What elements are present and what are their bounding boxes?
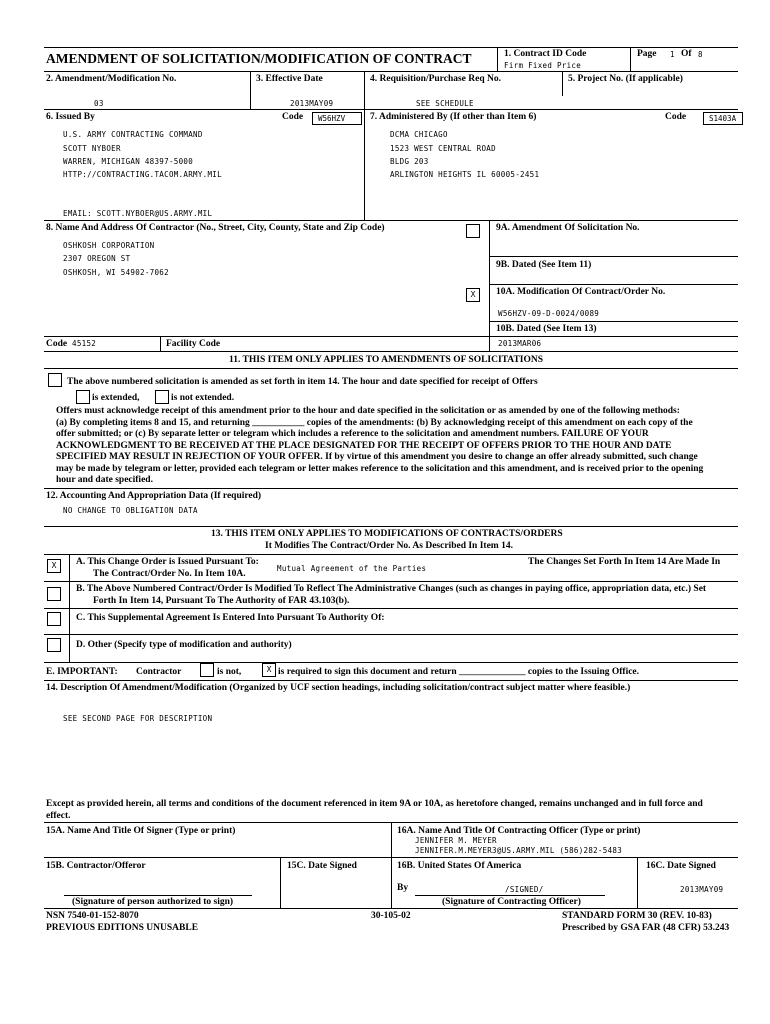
contractor-line-2: 2307 OREGON ST bbox=[63, 254, 131, 263]
contract-id-label: 1. Contract ID Code bbox=[504, 49, 587, 59]
administered-by-line-4: ARLINGTON HEIGHTS IL 60005-2451 bbox=[390, 170, 540, 179]
signature-officer-label: (Signature of Contracting Officer) bbox=[442, 897, 581, 907]
page-total: 8 bbox=[698, 50, 703, 59]
facility-code-label: Facility Code bbox=[166, 339, 221, 349]
amendment-no-label: 2. Amendment/Modification No. bbox=[46, 74, 177, 84]
item-10a-label: 10A. Modification Of Contract/Order No. bbox=[496, 287, 666, 297]
date-16c-value: 2013MAY09 bbox=[680, 885, 724, 894]
item-13a-label: A. This Change Order is Issued Pursuant To: bbox=[76, 557, 259, 567]
item-14-value: SEE SECOND PAGE FOR DESCRIPTION bbox=[63, 714, 213, 723]
item-13c-label: C. This Supplemental Agreement Is Entered Into Pursuant To Authority Of: bbox=[76, 613, 385, 623]
item-13-heading-2: It Modifies The Contract/Order No. As Described In Item 14. bbox=[265, 541, 513, 551]
is-extended-checkbox[interactable] bbox=[76, 390, 90, 404]
contractor-code-label: Code bbox=[46, 339, 68, 349]
item-11-paragraph: Offers must acknowledge receipt of this amendment prior to the hour and date specified in the solicitation or as amended by one of the following methods: (a) By completing items 8 and 15, and returning ___________ copies of the amendments: (b) By acknowledging receipt of this amendment on each copy of the offer submitted; or (c) By separate letter or telegram which includes a reference to the solicitation and amendment numbers. FAILURE OF YOUR ACKNOWLEDGMENT TO BE RECEIVED AT THE PLACE DESIGNATED FOR THE RECEIPT OF OFFERS PRIOR TO THE HOUR AND DATE SPECIFIED MAY RESULT IN REJECTION OF YOUR OFFER. If by virtue of this amendment you desire to change an offer already submitted, such change may be made by telegram or letter, provided each telegram or letter makes reference to the solicitation and this amendment, and is received prior to the opening hour and date specified. bbox=[56, 406, 704, 485]
footer-prescribed: Prescribed by GSA FAR (48 CFR) 53.243 bbox=[562, 923, 730, 933]
issued-by-code: W56HZV bbox=[312, 112, 362, 125]
except-line-1: Except as provided herein, all terms and conditions of the document referenced in item 9A or 10A, as heretofore changed, remains unchanged and in full force and bbox=[46, 799, 703, 809]
item-13-heading-1: 13. THIS ITEM ONLY APPLIES TO MODIFICATIONS OF CONTRACTS/ORDERS bbox=[211, 529, 563, 539]
item-13b-line1: B. The Above Numbered Contract/Order Is Modified To Reflect The Administrative Changes (such as changes in paying office, appropriation data, etc.) Set bbox=[76, 584, 707, 594]
page-label: Page bbox=[637, 49, 657, 59]
issued-by-line-4: HTTP://CONTRACTING.TACOM.ARMY.MIL bbox=[63, 170, 222, 179]
item-13c-checkbox[interactable] bbox=[47, 612, 61, 626]
item-13b-checkbox[interactable] bbox=[47, 587, 61, 601]
contractor-15b-label: 15B. Contractor/Offeror bbox=[46, 861, 146, 871]
effective-date-value: 2013MAY09 bbox=[290, 99, 334, 108]
contractor-label: 8. Name And Address Of Contractor (No., Street, City, County, State and Zip Code) bbox=[46, 223, 385, 233]
contract-id-value: Firm Fixed Price bbox=[504, 61, 582, 70]
administered-by-code: S1403A bbox=[703, 112, 743, 125]
important-label: E. IMPORTANT: bbox=[46, 667, 118, 677]
signer-15a-label: 15A. Name And Title Of Signer (Type or print) bbox=[46, 826, 236, 836]
is-required-checkbox[interactable]: X bbox=[262, 663, 276, 677]
officer-16a-name: JENNIFER M. MEYER bbox=[415, 836, 497, 845]
item-12-label: 12. Accounting And Appropriation Data (If required) bbox=[46, 491, 262, 501]
item-11-heading: 11. THIS ITEM ONLY APPLIES TO AMENDMENTS OF SOLICITATIONS bbox=[229, 355, 544, 365]
by-label: By bbox=[397, 883, 409, 893]
administered-by-label: 7. Administered By (If other than Item 6) bbox=[370, 112, 537, 122]
issued-by-line-1: U.S. ARMY CONTRACTING COMMAND bbox=[63, 130, 203, 139]
important-contractor: Contractor bbox=[136, 667, 182, 677]
item-13a-right: The Changes Set Forth In Item 14 Are Made In bbox=[528, 557, 721, 567]
project-no-label: 5. Project No. (If applicable) bbox=[568, 74, 683, 84]
item-10b-label: 10B. Dated (See Item 13) bbox=[496, 324, 597, 334]
item-10a-checkbox[interactable]: X bbox=[466, 288, 480, 302]
item-9a-label: 9A. Amendment Of Solicitation No. bbox=[496, 223, 640, 233]
administered-by-code-label: Code bbox=[665, 112, 687, 122]
item-13d-checkbox[interactable] bbox=[47, 638, 61, 652]
footer-standard-form: STANDARD FORM 30 (REV. 10-83) bbox=[562, 911, 712, 921]
issued-by-label: 6. Issued By bbox=[46, 112, 95, 122]
footer-prev-editions: PREVIOUS EDITIONS UNUSABLE bbox=[46, 923, 199, 933]
item-13a-checkbox[interactable]: X bbox=[47, 559, 61, 573]
item-13d-label: D. Other (Specify type of modification and authority) bbox=[76, 640, 292, 650]
officer-16a-label: 16A. Name And Title Of Contracting Officer (Type or print) bbox=[397, 826, 641, 836]
item-11-line1: The above numbered solicitation is amended as set forth in item 14. The hour and date specified for receipt of Offers bbox=[67, 377, 538, 387]
is-extended-label: is extended, bbox=[92, 393, 140, 403]
officer-16a-contact: JENNIFER.M.MEYER3@US.ARMY.MIL (586)282-5483 bbox=[415, 846, 623, 855]
contractor-code-value: 45152 bbox=[72, 339, 97, 348]
footer-nsn: NSN 7540-01-152-8070 bbox=[46, 911, 139, 921]
is-not-label: is not, bbox=[217, 667, 242, 677]
issued-by-line-2: SCOTT NYBOER bbox=[63, 144, 121, 153]
item-13b-line2: Forth In Item 14, Pursuant To The Authority of FAR 43.103(b). bbox=[93, 596, 350, 606]
is-not-extended-label: is not extended. bbox=[171, 393, 235, 403]
date-16c-label: 16C. Date Signed bbox=[646, 861, 716, 871]
contractor-line-3: OSHKOSH, WI 54902-7062 bbox=[63, 268, 169, 277]
issued-by-line-3: WARREN, MICHIGAN 48397-5000 bbox=[63, 157, 194, 166]
of-label: Of bbox=[681, 49, 692, 59]
item-13a-line2: The Contract/Order No. In Item 10A. bbox=[93, 569, 246, 579]
administered-by-line-1: DCMA CHICAGO bbox=[390, 130, 448, 139]
item-12-value: NO CHANGE TO OBLIGATION DATA bbox=[63, 506, 198, 515]
effective-date-label: 3. Effective Date bbox=[256, 74, 323, 84]
requisition-value: SEE SCHEDULE bbox=[416, 99, 474, 108]
is-not-extended-checkbox[interactable] bbox=[155, 390, 169, 404]
administered-by-line-3: BLDG 203 bbox=[390, 157, 429, 166]
item-10b-value: 2013MAR06 bbox=[498, 339, 542, 348]
date-15c-label: 15C. Date Signed bbox=[287, 861, 357, 871]
except-line-2: effect. bbox=[46, 811, 71, 821]
issued-by-code-label: Code bbox=[282, 112, 304, 122]
amendment-no-value: 03 bbox=[94, 99, 104, 108]
item-14-label: 14. Description Of Amendment/Modification (Organized by UCF section headings, including solicitation/contract subject matter where feasible.) bbox=[46, 683, 631, 693]
is-not-required-checkbox[interactable] bbox=[200, 663, 214, 677]
usa-16b-label: 16B. United States Of America bbox=[397, 861, 522, 871]
item-9a-checkbox[interactable] bbox=[466, 224, 480, 238]
item-13a-value: Mutual Agreement of the Parties bbox=[277, 564, 427, 573]
is-required-label: is required to sign this document and return ______________ copies to the Issuing Office. bbox=[278, 667, 640, 677]
item-9b-label: 9B. Dated (See Item 11) bbox=[496, 260, 592, 270]
contractor-line-1: OSHKOSH CORPORATION bbox=[63, 241, 155, 250]
form-title: AMENDMENT OF SOLICITATION/MODIFICATION OF CONTRACT bbox=[46, 51, 472, 66]
item-10a-value: W56HZV-09-D-0024/0089 bbox=[498, 309, 600, 318]
footer-center: 30-105-02 bbox=[371, 911, 411, 921]
item-11-solicitation-checkbox[interactable] bbox=[48, 373, 62, 387]
signature-person-label: (Signature of person authorized to sign) bbox=[72, 897, 234, 907]
page-number: 1 bbox=[670, 50, 675, 59]
signed-value: /SIGNED/ bbox=[505, 885, 544, 894]
issued-by-email: EMAIL: SCOTT.NYBOER@US.ARMY.MIL bbox=[63, 209, 213, 218]
administered-by-line-2: 1523 WEST CENTRAL ROAD bbox=[390, 144, 496, 153]
requisition-label: 4. Requisition/Purchase Req No. bbox=[370, 74, 501, 84]
